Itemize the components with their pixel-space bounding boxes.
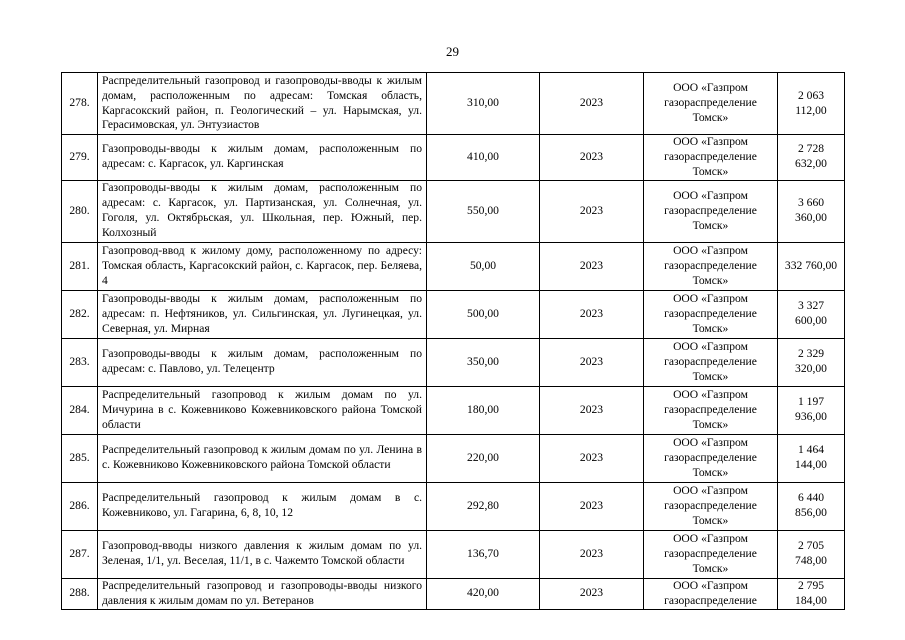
row-year: 2023 xyxy=(540,386,644,434)
row-cost: 3 660 360,00 xyxy=(778,180,845,242)
table-row xyxy=(62,578,845,609)
row-description: Газопроводы-вводы к жилым домам, расположенным по адресам: с. Каргасок, ул. Партизанская, ул. Солнечная, ул. Гоголя, ул. Октябрьская, ул. Школьная, пер. Южный, пер. Колхозный xyxy=(98,180,427,242)
row-description: Распределительный газопровод к жилым домам по ул. Мичурина в с. Кожевниково Кожевниковского района Томской области xyxy=(98,386,427,434)
row-organization: ООО «Газпром газораспределение xyxy=(644,578,778,609)
projects-table xyxy=(61,72,845,610)
row-description: Газопроводы-вводы к жилым домам, расположенным по адресам: с. Павлово, ул. Телецентр xyxy=(98,338,427,386)
row-cost: 2 705 748,00 xyxy=(778,530,845,578)
row-organization: ООО «Газпром газораспределение Томск» xyxy=(644,73,778,135)
row-year: 2023 xyxy=(540,135,644,181)
row-cost: 2 063 112,00 xyxy=(778,73,845,135)
row-length: 550,00 xyxy=(427,180,540,242)
row-cost: 3 327 600,00 xyxy=(778,290,845,338)
row-number: 288. xyxy=(62,578,98,609)
row-length: 350,00 xyxy=(427,338,540,386)
row-length: 50,00 xyxy=(427,242,540,290)
row-organization: ООО «Газпром газораспределение Томск» xyxy=(644,135,778,181)
row-number: 278. xyxy=(62,73,98,135)
row-length: 310,00 xyxy=(427,73,540,135)
row-cost: 2 728 632,00 xyxy=(778,135,845,181)
row-description: Газопровод-ввод к жилому дому, расположенному по адресу: Томская область, Каргасокский район, с. Каргасок, пер. Беляева, 4 xyxy=(98,242,427,290)
row-length: 500,00 xyxy=(427,290,540,338)
row-organization: ООО «Газпром газораспределение Томск» xyxy=(644,242,778,290)
row-number: 280. xyxy=(62,180,98,242)
row-number: 279. xyxy=(62,135,98,181)
row-length: 292,80 xyxy=(427,482,540,530)
row-cost: 1 464 144,00 xyxy=(778,434,845,482)
row-description: Распределительный газопровод и газопроводы-вводы к жилым домам, расположенным по адресам: Томская область, Каргасокский район, п. Геологический – ул. Нарымская, ул. Герасимовская, ул. Энтузиастов xyxy=(98,73,427,135)
row-length: 220,00 xyxy=(427,434,540,482)
row-year: 2023 xyxy=(540,338,644,386)
row-organization: ООО «Газпром газораспределение Томск» xyxy=(644,338,778,386)
row-organization: ООО «Газпром газораспределение Томск» xyxy=(644,290,778,338)
page-number: 29 xyxy=(446,44,459,59)
row-organization: ООО «Газпром газораспределение Томск» xyxy=(644,434,778,482)
row-cost: 332 760,00 xyxy=(778,242,845,290)
table-row xyxy=(62,73,845,135)
row-organization: ООО «Газпром газораспределение Томск» xyxy=(644,180,778,242)
row-year: 2023 xyxy=(540,434,644,482)
row-number: 286. xyxy=(62,482,98,530)
row-description: Распределительный газопровод и газопроводы-вводы низкого давления к жилым домам по ул. Ветеранов xyxy=(98,578,427,609)
table-row xyxy=(62,290,845,338)
row-year: 2023 xyxy=(540,578,644,609)
table-row xyxy=(62,434,845,482)
table-row xyxy=(62,386,845,434)
row-number: 285. xyxy=(62,434,98,482)
row-number: 281. xyxy=(62,242,98,290)
row-year: 2023 xyxy=(540,530,644,578)
table-row xyxy=(62,482,845,530)
row-cost: 1 197 936,00 xyxy=(778,386,845,434)
row-organization: ООО «Газпром газораспределение Томск» xyxy=(644,482,778,530)
row-year: 2023 xyxy=(540,482,644,530)
row-length: 136,70 xyxy=(427,530,540,578)
table-row xyxy=(62,242,845,290)
row-description: Распределительный газопровод к жилым домам по ул. Ленина в с. Кожевниково Кожевниковского района Томской области xyxy=(98,434,427,482)
row-description: Газопровод-вводы низкого давления к жилым домам по ул. Зеленая, 1/1, ул. Веселая, 11/1, в с. Чажемто Томской области xyxy=(98,530,427,578)
row-organization: ООО «Газпром газораспределение Томск» xyxy=(644,530,778,578)
row-year: 2023 xyxy=(540,242,644,290)
row-cost: 2 795 184,00 xyxy=(778,578,845,609)
row-description: Газопроводы-вводы к жилым домам, расположенным по адресам: п. Нефтяников, ул. Сильгинская, ул. Лугинецкая, ул. Северная, ул. Мирная xyxy=(98,290,427,338)
row-number: 284. xyxy=(62,386,98,434)
row-number: 282. xyxy=(62,290,98,338)
table-row xyxy=(62,530,845,578)
row-number: 283. xyxy=(62,338,98,386)
table-row xyxy=(62,180,845,242)
row-year: 2023 xyxy=(540,290,644,338)
table-row xyxy=(62,338,845,386)
row-description: Газопроводы-вводы к жилым домам, расположенным по адресам: с. Каргасок, ул. Каргинская xyxy=(98,135,427,181)
row-length: 410,00 xyxy=(427,135,540,181)
row-length: 180,00 xyxy=(427,386,540,434)
row-organization: ООО «Газпром газораспределение Томск» xyxy=(644,386,778,434)
row-number: 287. xyxy=(62,530,98,578)
row-description: Распределительный газопровод к жилым домам в с. Кожевниково, ул. Гагарина, 6, 8, 10, 12 xyxy=(98,482,427,530)
row-year: 2023 xyxy=(540,180,644,242)
row-year: 2023 xyxy=(540,73,644,135)
table-row xyxy=(62,135,845,181)
row-length: 420,00 xyxy=(427,578,540,609)
row-cost: 6 440 856,00 xyxy=(778,482,845,530)
row-cost: 2 329 320,00 xyxy=(778,338,845,386)
